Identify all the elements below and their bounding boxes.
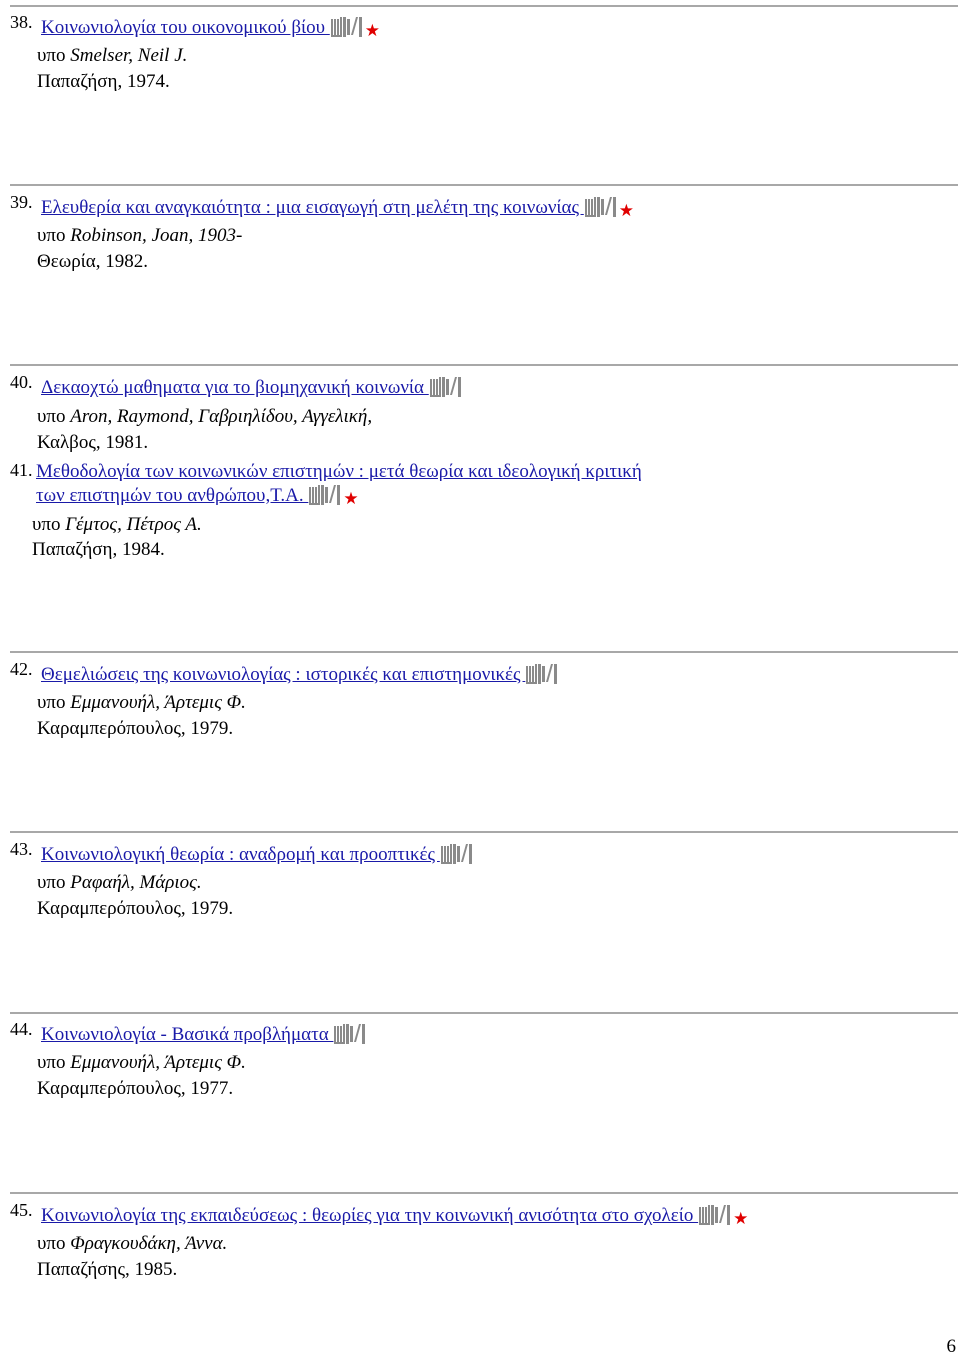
publisher: Θεωρία, 1982.	[37, 251, 149, 272]
entry-number: 39.	[10, 192, 33, 212]
library-icon[interactable]	[526, 664, 558, 691]
entry-number: 38.	[10, 12, 33, 32]
library-icon[interactable]	[585, 197, 617, 224]
author-prefix: υπο	[37, 225, 66, 246]
entry-title-link[interactable]: Ελευθερία και αναγκαιότητα : μια εισαγωγή στη μελέτη της κοινωνίας	[41, 197, 584, 218]
publisher: Καραμπερόπουλος, 1979.	[37, 898, 234, 919]
publisher: Καραμπερόπουλος, 1977.	[37, 1078, 234, 1099]
star-icon: ★	[618, 200, 635, 221]
library-icon[interactable]	[430, 377, 462, 404]
entry-title-link-continued[interactable]: των επιστημών του ανθρώπου,Τ.Α.	[36, 485, 309, 506]
library-icon[interactable]	[331, 17, 363, 44]
publisher: Παπαζήση, 1974.	[37, 71, 170, 92]
separator	[10, 5, 958, 8]
entry-title-link[interactable]: Θεμελιώσεις της κοινωνιολογίας : ιστορικές και επιστημονικές	[41, 664, 526, 685]
author-name: Robinson, Joan, 1903-	[70, 225, 243, 246]
author-prefix: υπο	[37, 45, 66, 66]
publisher: Καραμπερόπουλος, 1979.	[37, 718, 234, 739]
separator	[10, 364, 958, 367]
entry-number: 45.	[10, 1200, 33, 1220]
entry-number: 40.	[10, 372, 33, 392]
author-prefix: υπο	[37, 872, 66, 893]
separator	[10, 184, 958, 187]
author-name: Smelser, Neil J.	[70, 45, 188, 66]
author-name: Ραφαήλ, Μάριος.	[70, 872, 202, 893]
author-name: Aron, Raymond, Γαβριηλίδου, Αγγελική,	[70, 406, 373, 427]
entry-number: 44.	[10, 1019, 33, 1039]
author-prefix: υπο	[37, 406, 66, 427]
publisher: Παπαζήσης, 1985.	[37, 1259, 178, 1280]
entry-title-link[interactable]: Κοινωνιολογία της εκπαιδεύσεως : θεωρίες για την κοινωνική ανισότητα στο σχολείο	[41, 1205, 699, 1226]
separator	[10, 831, 958, 834]
entry-title-link[interactable]: Δεκαοχτώ μαθηματα για το βιομηχανική κοινωνία	[41, 377, 429, 398]
star-icon: ★	[343, 488, 359, 509]
author-name: Γέμτος, Πέτρος Α.	[65, 514, 202, 535]
library-icon[interactable]	[441, 844, 473, 871]
separator	[10, 1192, 958, 1195]
publisher: Παπαζήση, 1984.	[32, 539, 165, 560]
author-name: Εμμανουήλ, Άρτεμις Φ.	[70, 1052, 246, 1073]
page-number: 6	[946, 1336, 956, 1357]
library-icon[interactable]	[699, 1205, 731, 1232]
author-prefix: υπο	[37, 1233, 66, 1254]
entry-number: 41.	[10, 460, 33, 480]
entry-number: 43.	[10, 839, 33, 859]
library-icon[interactable]	[309, 485, 341, 512]
separator	[10, 1012, 958, 1015]
entry-title-link[interactable]: Κοινωνιολογική θεωρία : αναδρομή και προοπτικές	[41, 844, 440, 865]
author-prefix: υπο	[32, 514, 61, 535]
star-icon: ★	[364, 20, 381, 41]
publisher: Καλβος, 1981.	[37, 432, 149, 453]
entry-title-link[interactable]: Μεθοδολογία των κοινωνικών επιστημών : μετά θεωρία και ιδεολογική κριτική	[36, 461, 642, 482]
author-name: Φραγκουδάκη, Άννα.	[70, 1233, 228, 1254]
entry-number: 42.	[10, 659, 33, 679]
author-prefix: υπο	[37, 1052, 66, 1073]
author-name: Εμμανουήλ, Άρτεμις Φ.	[70, 692, 246, 713]
library-icon[interactable]	[334, 1024, 366, 1051]
author-prefix: υπο	[37, 692, 66, 713]
entry-title-link[interactable]: Κοινωνιολογία - Βασικά προβλήματα	[41, 1024, 334, 1045]
entry-title-link[interactable]: Κοινωνιολογία του οικονομικού βίου	[41, 17, 330, 38]
star-icon: ★	[733, 1208, 749, 1229]
separator	[10, 651, 958, 654]
